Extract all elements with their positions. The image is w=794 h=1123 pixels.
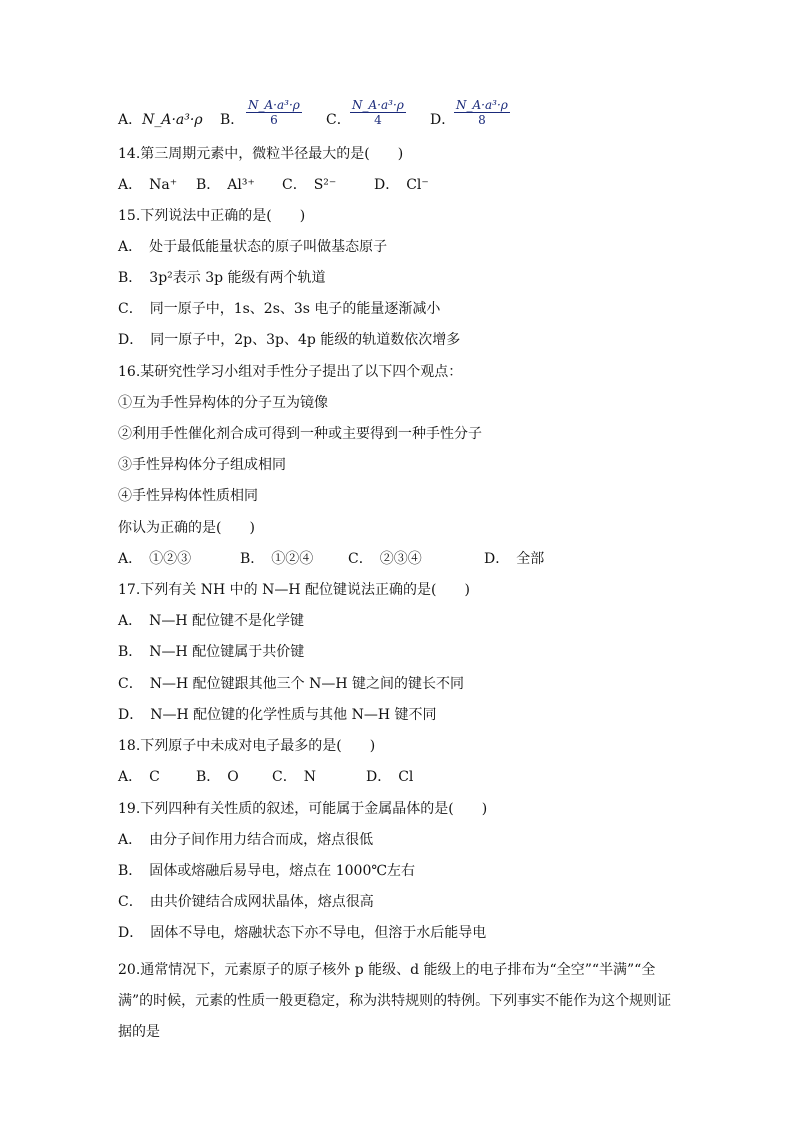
q16-option-c: C． ②③④ [348,551,422,567]
q13-option-b-label: B． [220,112,245,128]
q18-option-b: B． O [196,769,239,785]
q17-option-d: D． N—H 配位键的化学性质与其他 N—H 键不同 [118,707,437,723]
q17-stem: 17.下列有关 NH 中的 N—H 配位键说法正确的是( ) [118,582,470,598]
q19-option-b: B． 固体或熔融后易导电，熔点在 1000℃左右 [118,863,416,879]
q19-option-c: C． 由共价键结合成网状晶体，熔点很高 [118,894,374,910]
q13-option-a: A．N_A·a³·ρ [118,112,203,128]
q14-option-c: C． S²⁻ [282,177,337,193]
q18-option-d: D． Cl [366,769,414,785]
q17-option-b: B． N—H 配位键属于共价键 [118,644,305,660]
q13-option-d-label: D． [430,112,456,128]
q18-option-a: A． C [118,769,160,785]
q16-point-3: ③手性异构体分子组成相同 [118,457,286,473]
q18-stem: 18.下列原子中未成对电子最多的是( ) [118,738,376,754]
q15-option-b: B． 3p²表示 3p 能级有两个轨道 [118,270,326,286]
q18-option-c: C． N [272,769,316,785]
q13-option-b-fraction: $\frac{\text{N\_A·a³·ρ}}{6}$ [248,98,300,127]
q15-option-a: A． 处于最低能量状态的原子叫做基态原子 [118,239,388,255]
q13-option-d-fraction: $\frac{\text{N\_A·a³·ρ}}{8}$ [456,98,508,127]
q14-option-a: A． Na⁺ [118,177,178,193]
q16-option-b: B． ①②④ [240,551,314,567]
q16-option-d: D． 全部 [484,551,545,567]
q19-option-d: D． 固体不导电，熔融状态下亦不导电，但溶于水后能导电 [118,925,487,941]
q14-stem: 14.第三周期元素中，微粒半径最大的是( ) [118,146,404,162]
q15-stem: 15.下列说法中正确的是( ) [118,208,306,224]
q16-point-2: ②利用手性催化剂合成可得到一种或主要得到一种手性分子 [118,426,482,442]
q19-option-a: A． 由分子间作用力结合而成，熔点很低 [118,832,374,848]
q15-option-c: C． 同一原子中，1s、2s、3s 电子的能量逐渐减小 [118,301,441,317]
q13-option-c-label: C． [326,112,351,128]
q15-option-d: D． 同一原子中，2p、3p、4p 能级的轨道数依次增多 [118,332,461,348]
q17-option-c: C． N—H 配位键跟其他三个 N—H 键之间的键长不同 [118,676,464,692]
q14-option-b: B． Al³⁺ [196,177,255,193]
q16-point-4: ④手性异构体性质相同 [118,488,258,504]
q16-stem: 16.某研究性学习小组对手性分子提出了以下四个观点： [118,364,463,380]
q19-stem: 19.下列四种有关性质的叙述，可能属于金属晶体的是( ) [118,801,488,817]
q16-point-1: ①互为手性异构体的分子互为镜像 [118,395,328,411]
q16-ask: 你认为正确的是( ) [118,520,255,536]
q13-option-c-fraction: $\frac{\text{N\_A·a³·ρ}}{4}$ [352,98,404,127]
q16-option-a: A． ①②③ [118,551,192,567]
q17-option-a: A． N—H 配位键不是化学键 [118,613,305,629]
q20-stem: 20.通常情况下，元素原子的原子核外 p 能级、d 能级上的电子排布为“全空”“半满”“全满”的时候，元素的性质一般更稳定，称为洪特规则的特例。下列事实不能作为这个规则证据的是 [118,962,672,1040]
q14-option-d: D． Cl⁻ [374,177,429,193]
